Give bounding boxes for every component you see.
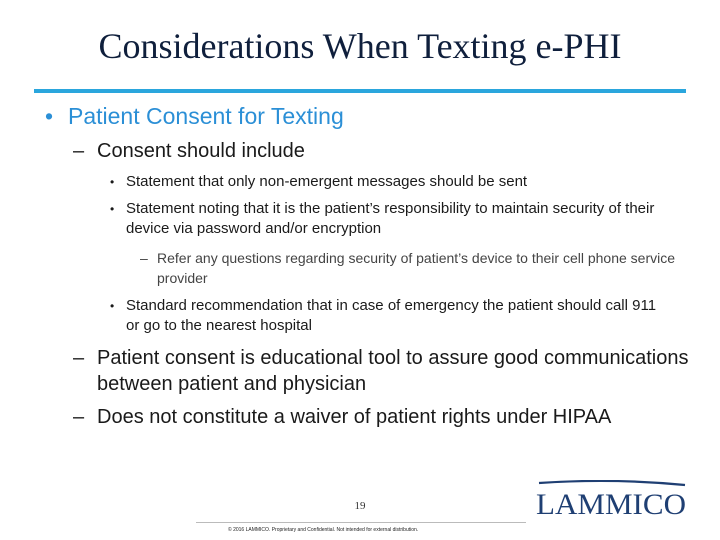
consent-item-text: Standard recommendation that in case of emergency the patient should call 911 or go to the nearest hospital <box>126 297 657 334</box>
consent-subitem-text: Refer any questions regarding security of patient’s device to their cell phone service provider <box>157 250 676 286</box>
title-divider <box>34 89 686 93</box>
copyright-notice: © 2016 LAMMICO. Proprietary and Confidential. Not intended for external distribution. <box>228 527 419 533</box>
bullet-marker: • <box>45 103 54 129</box>
sub-bullet-educational <box>73 345 693 397</box>
logo-wordmark: LAMMICO <box>536 488 686 520</box>
slide-title: Considerations When Texting e-PHI <box>98 26 622 66</box>
consent-item <box>110 199 670 239</box>
bullet-marker: • <box>110 175 115 189</box>
main-heading: Patient Consent for Texting <box>68 103 344 129</box>
main-bullet <box>45 101 344 131</box>
bullet-marker: • <box>110 202 115 216</box>
consent-item <box>110 172 670 192</box>
sub-bullet-text: Patient consent is educational tool to assure good communications between patient and physician <box>97 347 689 395</box>
consent-item <box>110 296 670 336</box>
dash-marker: – <box>140 250 148 266</box>
consent-item-text: Statement that only non-emergent messages should be sent <box>126 173 528 190</box>
logo-arc <box>539 481 685 485</box>
dash-marker: – <box>73 406 85 428</box>
sub-bullet-waiver <box>73 404 693 430</box>
sub-bullet-text: Does not constitute a waiver of patient rights under HIPAA <box>97 406 612 428</box>
lammico-logo <box>533 480 693 520</box>
sub-bullet-consent <box>73 138 693 164</box>
consent-subitem <box>140 248 685 288</box>
consent-item-text: Statement noting that it is the patient’s responsibility to maintain security of their device via password and/or encryption <box>126 200 655 237</box>
sub-bullet-text: Consent should include <box>97 140 305 162</box>
bullet-marker: • <box>110 299 115 313</box>
dash-marker: – <box>73 140 85 162</box>
footer-divider <box>196 522 526 523</box>
page-number: 19 <box>354 500 366 512</box>
dash-marker: – <box>73 347 85 369</box>
logo-graphic <box>533 480 693 520</box>
